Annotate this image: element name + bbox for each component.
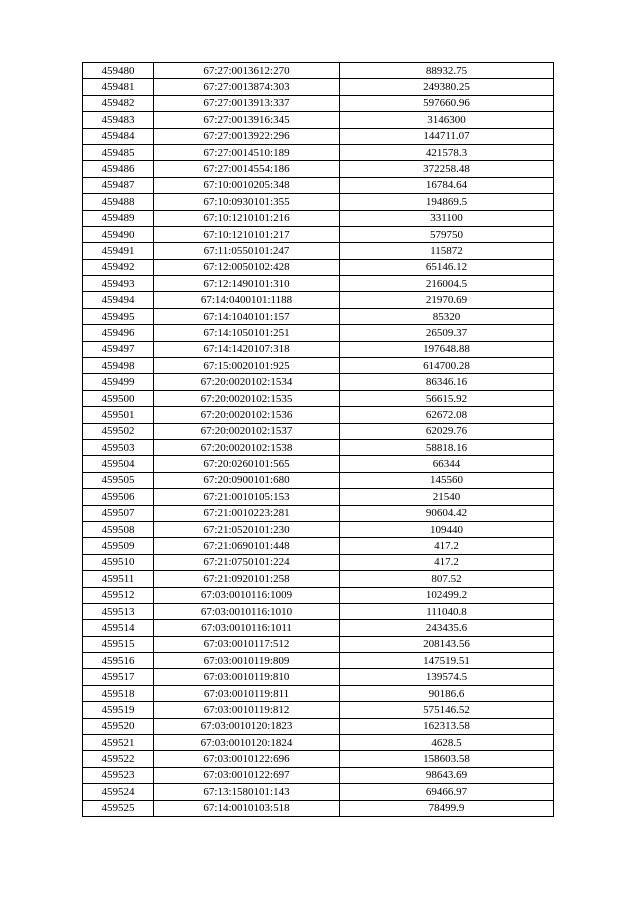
row-number-cell: 459486: [83, 161, 154, 177]
cadastral-number-cell: 67:21:0750101:224: [154, 554, 340, 570]
row-number-cell: 459500: [83, 390, 154, 406]
cadastral-number-cell: 67:10:1210101:217: [154, 226, 340, 242]
table-row: [83, 79, 554, 95]
cadastral-number-cell: 67:20:0020102:1536: [154, 407, 340, 423]
cadastral-number-cell: 67:14:1420107:318: [154, 341, 340, 357]
table-row: [83, 571, 554, 587]
cadastral-number-cell: 67:21:0690101:448: [154, 538, 340, 554]
row-number-cell: 459483: [83, 112, 154, 128]
value-cell: 115872: [340, 243, 554, 259]
cadastral-number-cell: 67:10:0930101:355: [154, 194, 340, 210]
row-number-cell: 459520: [83, 718, 154, 734]
table-row: [83, 456, 554, 472]
cadastral-number-cell: 67:21:0010105:153: [154, 489, 340, 505]
table-row: [83, 685, 554, 701]
cadastral-number-cell: 67:03:0010119:809: [154, 653, 340, 669]
row-number-cell: 459508: [83, 521, 154, 537]
table-row: [83, 636, 554, 652]
value-cell: 147519.51: [340, 653, 554, 669]
value-cell: 90186.6: [340, 685, 554, 701]
row-number-cell: 459513: [83, 603, 154, 619]
row-number-cell: 459482: [83, 95, 154, 111]
row-number-cell: 459490: [83, 226, 154, 242]
cadastral-number-cell: 67:03:0010116:1009: [154, 587, 340, 603]
table-row: [83, 259, 554, 275]
table-row: [83, 702, 554, 718]
table-row: [83, 341, 554, 357]
table-row: [83, 390, 554, 406]
row-number-cell: 459522: [83, 751, 154, 767]
cadastral-number-cell: 67:27:0013874:303: [154, 79, 340, 95]
value-cell: 243435.6: [340, 620, 554, 636]
table-row: [83, 669, 554, 685]
value-cell: 66344: [340, 456, 554, 472]
row-number-cell: 459502: [83, 423, 154, 439]
value-cell: 158603.58: [340, 751, 554, 767]
value-cell: 4628.5: [340, 735, 554, 751]
cadastral-number-cell: 67:27:0013922:296: [154, 128, 340, 144]
table-row: [83, 210, 554, 226]
cadastral-number-cell: 67:20:0020102:1535: [154, 390, 340, 406]
cadastral-number-cell: 67:20:0020102:1534: [154, 374, 340, 390]
cadastral-number-cell: 67:21:0520101:230: [154, 521, 340, 537]
cadastral-number-cell: 67:13:1580101:143: [154, 784, 340, 800]
row-number-cell: 459505: [83, 472, 154, 488]
value-cell: 85320: [340, 308, 554, 324]
row-number-cell: 459519: [83, 702, 154, 718]
table-row: [83, 292, 554, 308]
table-row: [83, 735, 554, 751]
table-row: [83, 161, 554, 177]
value-cell: 3146300: [340, 112, 554, 128]
table-row: [83, 554, 554, 570]
value-cell: 421578.3: [340, 144, 554, 160]
value-cell: 62672.08: [340, 407, 554, 423]
value-cell: 88932.75: [340, 63, 554, 79]
row-number-cell: 459521: [83, 735, 154, 751]
cadastral-number-cell: 67:03:0010117:512: [154, 636, 340, 652]
value-cell: 597660.96: [340, 95, 554, 111]
table-body: [83, 63, 554, 817]
value-cell: 98643.69: [340, 767, 554, 783]
row-number-cell: 459485: [83, 144, 154, 160]
value-cell: 331100: [340, 210, 554, 226]
row-number-cell: 459516: [83, 653, 154, 669]
cadastral-number-cell: 67:20:0020102:1538: [154, 439, 340, 455]
value-cell: 216004.5: [340, 276, 554, 292]
value-cell: 575146.52: [340, 702, 554, 718]
row-number-cell: 459512: [83, 587, 154, 603]
value-cell: 58818.16: [340, 439, 554, 455]
row-number-cell: 459503: [83, 439, 154, 455]
cadastral-number-cell: 67:03:0010119:812: [154, 702, 340, 718]
value-cell: 194869.5: [340, 194, 554, 210]
table-row: [83, 112, 554, 128]
cadastral-number-cell: 67:20:0260101:565: [154, 456, 340, 472]
value-cell: 144711.07: [340, 128, 554, 144]
value-cell: 21540: [340, 489, 554, 505]
cadastral-number-cell: 67:12:1490101:310: [154, 276, 340, 292]
value-cell: 78499.9: [340, 800, 554, 816]
row-number-cell: 459517: [83, 669, 154, 685]
row-number-cell: 459523: [83, 767, 154, 783]
row-number-cell: 459493: [83, 276, 154, 292]
row-number-cell: 459514: [83, 620, 154, 636]
table-row: [83, 374, 554, 390]
cadastral-number-cell: 67:10:1210101:216: [154, 210, 340, 226]
row-number-cell: 459487: [83, 177, 154, 193]
table-row: [83, 767, 554, 783]
row-number-cell: 459525: [83, 800, 154, 816]
table-row: [83, 751, 554, 767]
table-row: [83, 407, 554, 423]
row-number-cell: 459491: [83, 243, 154, 259]
cadastral-number-cell: 67:20:0020102:1537: [154, 423, 340, 439]
value-cell: 249380.25: [340, 79, 554, 95]
cadastral-number-cell: 67:27:0013913:337: [154, 95, 340, 111]
table-row: [83, 620, 554, 636]
table-row: [83, 538, 554, 554]
cadastral-number-cell: 67:27:0014510:189: [154, 144, 340, 160]
row-number-cell: 459501: [83, 407, 154, 423]
row-number-cell: 459509: [83, 538, 154, 554]
cadastral-number-cell: 67:11:0550101:247: [154, 243, 340, 259]
table-row: [83, 653, 554, 669]
data-table: [82, 62, 554, 817]
row-number-cell: 459498: [83, 358, 154, 374]
row-number-cell: 459481: [83, 79, 154, 95]
cadastral-number-cell: 67:21:0920101:258: [154, 571, 340, 587]
cadastral-number-cell: 67:03:0010120:1823: [154, 718, 340, 734]
table-row: [83, 423, 554, 439]
value-cell: 145560: [340, 472, 554, 488]
cadastral-number-cell: 67:14:0400101:1188: [154, 292, 340, 308]
row-number-cell: 459499: [83, 374, 154, 390]
table-row: [83, 226, 554, 242]
cadastral-number-cell: 67:03:0010120:1824: [154, 735, 340, 751]
value-cell: 86346.16: [340, 374, 554, 390]
row-number-cell: 459496: [83, 325, 154, 341]
row-number-cell: 459511: [83, 571, 154, 587]
row-number-cell: 459494: [83, 292, 154, 308]
cadastral-number-cell: 67:12:0050102:428: [154, 259, 340, 275]
value-cell: 65146.12: [340, 259, 554, 275]
table-row: [83, 144, 554, 160]
row-number-cell: 459504: [83, 456, 154, 472]
row-number-cell: 459489: [83, 210, 154, 226]
value-cell: 208143.56: [340, 636, 554, 652]
value-cell: 579750: [340, 226, 554, 242]
table-row: [83, 439, 554, 455]
cadastral-number-cell: 67:27:0013916:345: [154, 112, 340, 128]
table-row: [83, 194, 554, 210]
value-cell: 197648.88: [340, 341, 554, 357]
value-cell: 139574.5: [340, 669, 554, 685]
table-row: [83, 587, 554, 603]
table-row: [83, 505, 554, 521]
value-cell: 69466.97: [340, 784, 554, 800]
table-row: [83, 472, 554, 488]
value-cell: 90604.42: [340, 505, 554, 521]
row-number-cell: 459507: [83, 505, 154, 521]
value-cell: 162313.58: [340, 718, 554, 734]
cadastral-number-cell: 67:27:0013612:270: [154, 63, 340, 79]
cadastral-number-cell: 67:03:0010122:697: [154, 767, 340, 783]
cadastral-number-cell: 67:21:0010223:281: [154, 505, 340, 521]
value-cell: 111040.8: [340, 603, 554, 619]
table-row: [83, 784, 554, 800]
row-number-cell: 459497: [83, 341, 154, 357]
value-cell: 614700.28: [340, 358, 554, 374]
value-cell: 102499.2: [340, 587, 554, 603]
value-cell: 109440: [340, 521, 554, 537]
table-row: [83, 325, 554, 341]
value-cell: 417.2: [340, 554, 554, 570]
cadastral-number-cell: 67:14:1040101:157: [154, 308, 340, 324]
table-row: [83, 243, 554, 259]
cadastral-number-cell: 67:14:1050101:251: [154, 325, 340, 341]
table-row: [83, 489, 554, 505]
value-cell: 372258.48: [340, 161, 554, 177]
value-cell: 807.52: [340, 571, 554, 587]
cadastral-number-cell: 67:20:0900101:680: [154, 472, 340, 488]
table-row: [83, 800, 554, 816]
cadastral-number-cell: 67:15:0020101:925: [154, 358, 340, 374]
row-number-cell: 459524: [83, 784, 154, 800]
cadastral-number-cell: 67:10:0010205:348: [154, 177, 340, 193]
value-cell: 417.2: [340, 538, 554, 554]
value-cell: 56615.92: [340, 390, 554, 406]
cadastral-number-cell: 67:03:0010122:696: [154, 751, 340, 767]
table-row: [83, 63, 554, 79]
row-number-cell: 459506: [83, 489, 154, 505]
value-cell: 16784.64: [340, 177, 554, 193]
cadastral-number-cell: 67:03:0010119:811: [154, 685, 340, 701]
table-row: [83, 358, 554, 374]
table-row: [83, 276, 554, 292]
row-number-cell: 459492: [83, 259, 154, 275]
cadastral-number-cell: 67:03:0010116:1011: [154, 620, 340, 636]
value-cell: 26509.37: [340, 325, 554, 341]
value-cell: 21970.69: [340, 292, 554, 308]
row-number-cell: 459515: [83, 636, 154, 652]
table-row: [83, 718, 554, 734]
row-number-cell: 459518: [83, 685, 154, 701]
value-cell: 62029.76: [340, 423, 554, 439]
row-number-cell: 459484: [83, 128, 154, 144]
cadastral-number-cell: 67:14:0010103:518: [154, 800, 340, 816]
cadastral-number-cell: 67:03:0010116:1010: [154, 603, 340, 619]
cadastral-number-cell: 67:03:0010119:810: [154, 669, 340, 685]
table-row: [83, 177, 554, 193]
table-row: [83, 308, 554, 324]
table-row: [83, 95, 554, 111]
row-number-cell: 459488: [83, 194, 154, 210]
table-row: [83, 603, 554, 619]
cadastral-number-cell: 67:27:0014554:186: [154, 161, 340, 177]
table-row: [83, 521, 554, 537]
table-row: [83, 128, 554, 144]
row-number-cell: 459480: [83, 63, 154, 79]
row-number-cell: 459495: [83, 308, 154, 324]
row-number-cell: 459510: [83, 554, 154, 570]
